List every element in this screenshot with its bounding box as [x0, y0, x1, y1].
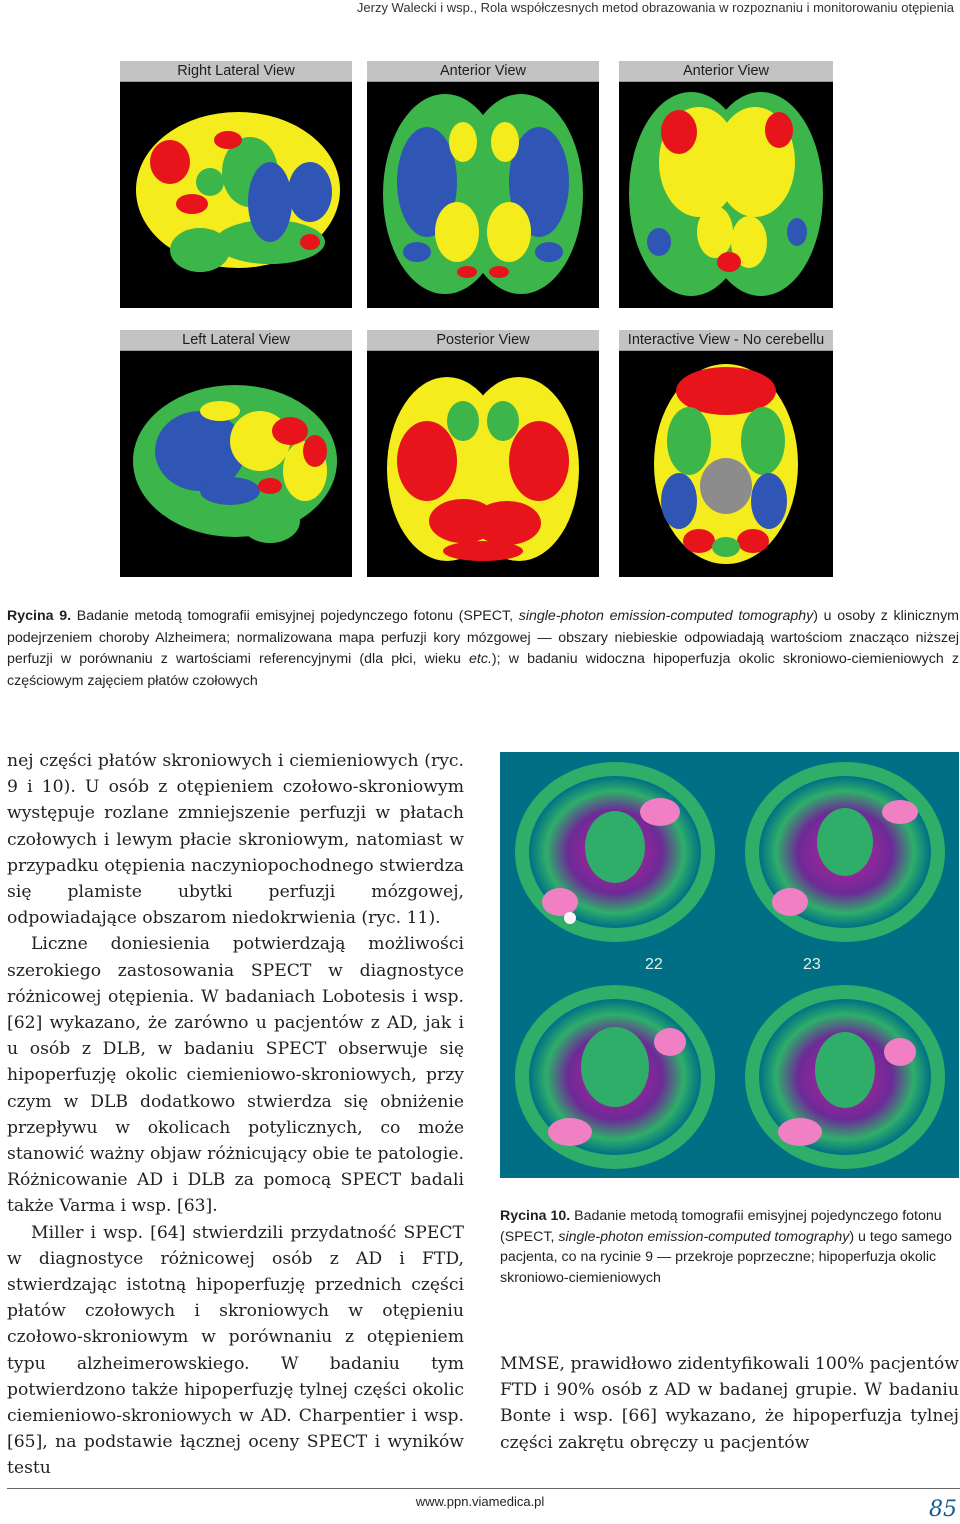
- fig10-slice-label: 23: [803, 956, 821, 973]
- fig9-brain-image: [120, 82, 352, 308]
- header-title: Rola współczesnych metod obrazowania w rozpoznaniu i monitorowaniu otępienia: [480, 0, 954, 15]
- figure10-caption-italic: single-photon emission-computed tomography: [558, 1228, 850, 1245]
- fig9-panel-label: Right Lateral View: [120, 61, 352, 82]
- footer-divider: [7, 1488, 960, 1489]
- figure9-caption-text: ) u osoby z klinicznym podejrzeniem choroby Alzheimera; normalizowana mapa perfuzji kory mózgowej — obszary niebieskie odpowiadają wartościom znacząco niższej perfuzji w porównaniu z wartościami referencyjnymi (dla płci, wieku: [7, 608, 959, 667]
- figure10-caption-text: Badanie metodą tomografii emisyjnej pojedynczego fotonu (SPECT,: [500, 1208, 942, 1245]
- page-number: 85: [929, 1497, 957, 1522]
- fig9-panel-left-lateral: [120, 330, 352, 577]
- body-text-right-column: [500, 1351, 959, 1456]
- fig9-panel-label: Anterior View: [619, 61, 833, 82]
- body-paragraph: Miller i wsp. [64] stwierdzili przydatność SPECT w diagnostyce różnicowej osób z AD i FTD, stwierdzając istotną hipoperfuzję przednich części płatów czołowych i skroniowych w otępieniu czołowo-skroniowym w porównaniu z otępieniem typu alzheimerowskiego. W badaniu tym potwierdzono także hipoperfuzję tylnej części okolic ciemieniowo-skroniowych w AD. Charpentier i wsp. [65], na podstawie łącznej oceny SPECT i wyników testu: [7, 1222, 464, 1479]
- fig9-panel-anterior-2: [619, 61, 833, 308]
- body-paragraph: MMSE, prawidłowo zidentyfikowali 100% pacjentów FTD i 90% osób z AD w badanej grupie. W badaniu Bonte i wsp. [66] wykazano, że hipoperfuzja tylnej części zakrętu obręczy u pacjentów: [500, 1354, 959, 1453]
- fig10-slice: [745, 762, 945, 942]
- header-authors: Jerzy Walecki i wsp.: [356, 0, 474, 15]
- figure10-image: [500, 752, 959, 1178]
- figure10-caption-lead: Rycina 10.: [500, 1208, 571, 1224]
- fig9-panel-right-lateral: [120, 61, 352, 308]
- fig9-panel-label: Interactive View - No cerebellu: [619, 330, 833, 351]
- fig9-panel-label: Posterior View: [367, 330, 599, 351]
- fig10-slice: [515, 985, 715, 1169]
- figure9-caption-text: ); w badaniu widoczna hipoperfuzja okolic skroniowo-ciemieniowych z częściowym zajęciem płatów czołowych: [7, 651, 959, 689]
- fig9-panel-label: Left Lateral View: [120, 330, 352, 351]
- figure9-caption-italic: etc.: [469, 651, 492, 667]
- fig9-panel-label: Anterior View: [367, 61, 599, 82]
- figure9-caption: [7, 606, 959, 692]
- figure10-caption-text: ) u tego samego pacjenta, co na rycinie 9 — przekroje poprzeczne; hipoperfuzja okolic skroniowo-ciemieniowych: [500, 1228, 952, 1286]
- running-header: Jerzy Walecki i wsp., Rola współczesnych metod obrazowania w rozpoznaniu i monitorowaniu otępienia: [356, 0, 954, 15]
- fig9-panel-posterior: [367, 330, 599, 577]
- body-paragraph: nej części płatów skroniowych i ciemieniowych (ryc. 9 i 10). U osób z otępieniem czołowo-skroniowym występuje rozlane zmniejszenie perfuzji w płatach czołowych i lewym płacie skroniowym, natomiast w przypadku otępienia naczyniopochodnego stwierdza się plamiste ubytki perfuzji mózgowej, odpowiadające obszarom niedokrwienia (ryc. 11).: [7, 751, 464, 929]
- fig9-brain-image: [367, 82, 599, 308]
- figure9-caption-italic: single-photon emission-computed tomography: [518, 608, 814, 624]
- fig9-brain-image: [120, 351, 352, 577]
- body-paragraph: Liczne doniesienia potwierdzają możliwości szerokiego zastosowania SPECT w diagnostyce różnicowej otępienia. W badaniach Lobotesis i wsp. [62] wykazano, że zarówno u pacjentów z AD, jak i u osób z DLB, w badaniu SPECT obserwuje się hipoperfuzję okolic ciemieniowo-skroniowych, przy czym w DLB dodatkowo stwierdza się obniżenie przepływu w okolicach potylicznych, co może stanowić ważny objaw różnicujący obie te patologie. Różnicowanie AD i DLB za pomocą SPECT badali także Varma i wsp. [63].: [7, 934, 464, 1217]
- figure10-caption: [500, 1206, 959, 1288]
- fig9-brain-image: [619, 82, 833, 308]
- figure9-caption-lead: Rycina 9.: [7, 608, 72, 624]
- fig10-slice: [745, 985, 945, 1169]
- fig10-slice: [515, 762, 715, 942]
- fig9-panel-interactive: [619, 330, 833, 577]
- figure9-caption-text: Badanie metodą tomografii emisyjnej pojedynczego fotonu (SPECT,: [71, 608, 519, 624]
- footer-url: www.ppn.viamedica.pl: [415, 1494, 545, 1509]
- fig9-panel-anterior-1: [367, 61, 599, 308]
- fig9-brain-image: [367, 351, 599, 577]
- fig10-slice-label: 22: [645, 956, 663, 973]
- body-text-left-column: [7, 748, 464, 1482]
- fig9-brain-image: [619, 351, 833, 577]
